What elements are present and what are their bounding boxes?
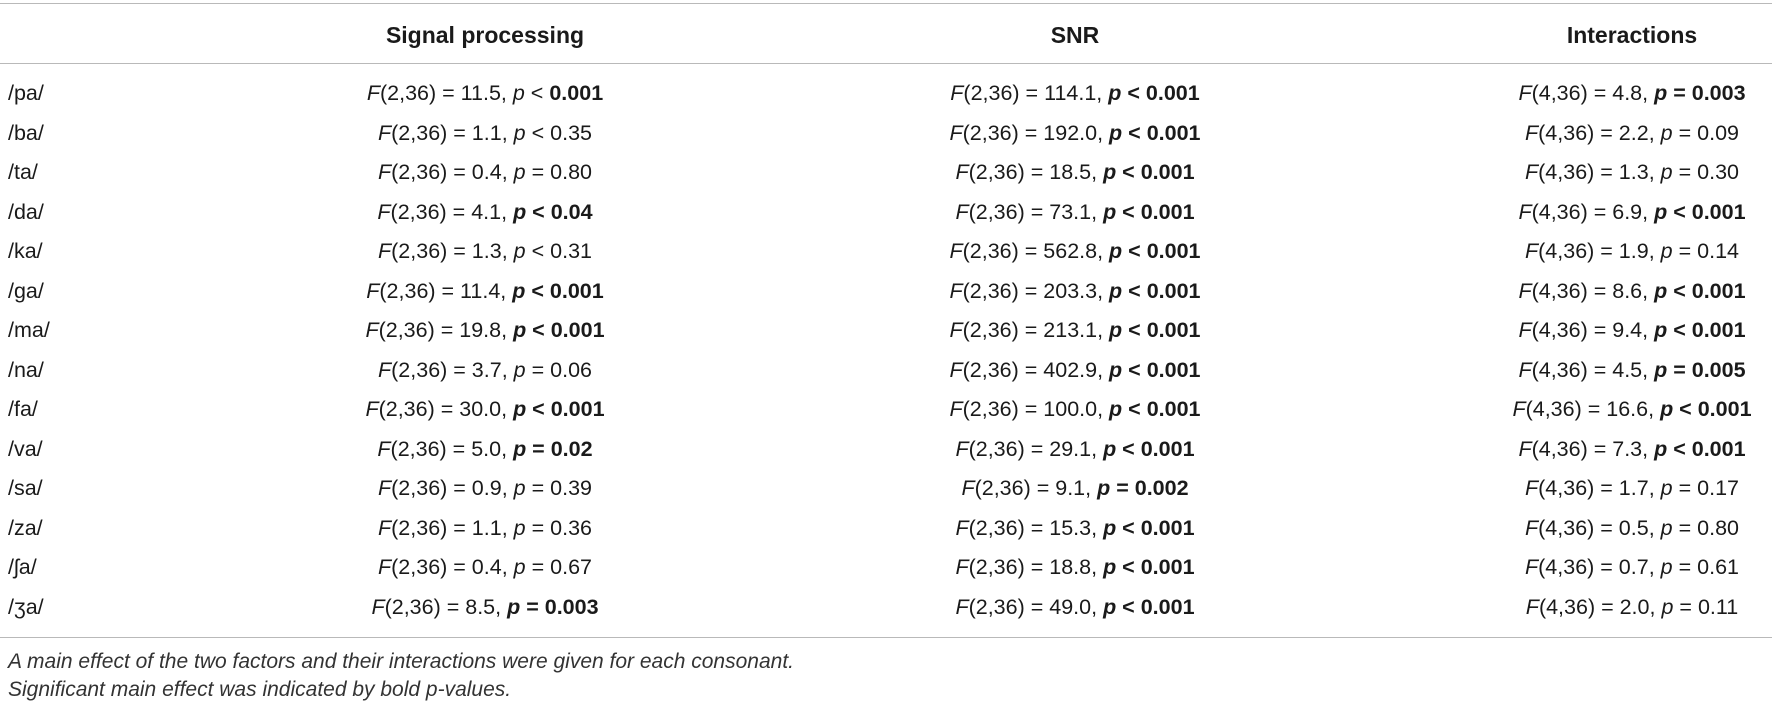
p-value: 0.14 xyxy=(1697,239,1739,263)
cell-snr xyxy=(875,509,1275,549)
p-value: 0.02 xyxy=(550,436,593,461)
p-relation: < xyxy=(525,239,551,263)
f-symbol: F xyxy=(1518,278,1532,303)
p-relation: < xyxy=(526,199,551,224)
f-symbol: F xyxy=(1518,199,1532,224)
cell-snr xyxy=(875,469,1275,509)
cell-signal-processing xyxy=(285,469,685,509)
f-symbol: F xyxy=(949,318,963,342)
f-statistic: (2,36) = 0.4, xyxy=(391,160,514,184)
p-relation: = xyxy=(1672,160,1698,184)
table-row xyxy=(0,311,1772,351)
p-symbol: p xyxy=(1660,120,1673,145)
f-statistic: (2,36) = 192.0, xyxy=(962,120,1110,145)
cell-interactions xyxy=(1432,548,1772,588)
consonant-label: /ga/ xyxy=(8,278,44,303)
cell-snr xyxy=(875,351,1275,391)
p-relation: = xyxy=(1672,476,1698,500)
f-statistic: (2,36) = 402.9, xyxy=(962,357,1110,382)
f-statistic: (2,36) = 1.3, xyxy=(391,239,514,263)
f-statistic: (4,36) = 6.9, xyxy=(1531,199,1655,224)
f-symbol: F xyxy=(1525,160,1539,184)
p-value: 0.001 xyxy=(1146,120,1201,145)
table-row xyxy=(0,74,1772,114)
p-value: 0.001 xyxy=(550,397,605,421)
p-symbol: p xyxy=(1103,555,1117,579)
p-symbol: p xyxy=(1654,357,1668,382)
p-symbol: p xyxy=(1109,278,1123,303)
consonant-label: /na/ xyxy=(8,357,44,382)
p-value: 0.67 xyxy=(550,555,592,579)
p-symbol: p xyxy=(1103,594,1117,619)
p-value: 0.005 xyxy=(1691,357,1746,382)
p-relation: < xyxy=(1116,160,1141,184)
p-value: 0.001 xyxy=(1146,278,1201,303)
p-symbol: p xyxy=(513,357,526,382)
p-symbol: p xyxy=(513,515,526,540)
p-value: 0.11 xyxy=(1697,594,1739,619)
p-relation: < xyxy=(1122,397,1147,421)
p-symbol: p xyxy=(513,555,526,579)
cell-interactions xyxy=(1432,272,1772,312)
p-relation: = xyxy=(1667,357,1692,382)
cell-snr xyxy=(875,193,1275,233)
p-relation: < xyxy=(1122,120,1147,145)
p-value: 0.61 xyxy=(1697,555,1739,579)
p-relation: < xyxy=(524,81,550,105)
p-value: 0.003 xyxy=(544,594,599,619)
p-relation: < xyxy=(1116,555,1141,579)
p-relation: < xyxy=(1667,199,1692,224)
p-relation: < xyxy=(526,397,551,421)
p-relation: < xyxy=(1122,239,1147,263)
p-value: 0.002 xyxy=(1134,476,1189,500)
f-statistic: (2,36) = 19.8, xyxy=(378,318,514,342)
f-statistic: (2,36) = 9.1, xyxy=(974,476,1098,500)
f-symbol: F xyxy=(1525,594,1539,619)
p-relation: = xyxy=(1673,594,1698,619)
f-symbol: F xyxy=(1525,515,1539,540)
p-symbol: p xyxy=(513,239,526,263)
table-row xyxy=(0,509,1772,549)
f-statistic: (4,36) = 1.9, xyxy=(1538,239,1661,263)
p-value: 0.001 xyxy=(549,278,604,303)
p-relation: < xyxy=(1121,81,1146,105)
p-relation: < xyxy=(1673,397,1698,421)
f-symbol: F xyxy=(955,594,969,619)
cell-interactions xyxy=(1432,153,1772,193)
f-symbol: F xyxy=(949,278,963,303)
p-symbol: p xyxy=(1109,397,1123,421)
table-row xyxy=(0,469,1772,509)
p-value: 0.09 xyxy=(1697,120,1739,145)
p-relation: < xyxy=(1122,357,1147,382)
p-relation: = xyxy=(1667,81,1692,105)
p-relation: = xyxy=(1672,120,1698,145)
header-rule xyxy=(0,63,1772,64)
p-symbol: p xyxy=(1103,199,1117,224)
f-symbol: F xyxy=(1518,318,1532,342)
p-value: 0.001 xyxy=(1697,397,1752,421)
p-value: 0.30 xyxy=(1697,160,1739,184)
consonant-label: /ma/ xyxy=(8,318,50,342)
p-value: 0.001 xyxy=(1140,160,1195,184)
cell-snr xyxy=(875,272,1275,312)
cell-signal-processing xyxy=(285,548,685,588)
f-symbol: F xyxy=(1525,239,1539,263)
f-symbol: F xyxy=(1525,555,1539,579)
p-symbol: p xyxy=(1660,160,1673,184)
p-value: 0.001 xyxy=(1146,318,1201,342)
f-symbol: F xyxy=(365,318,379,342)
cell-interactions xyxy=(1432,430,1772,470)
f-statistic: (2,36) = 11.4, xyxy=(379,278,513,303)
p-value: 0.001 xyxy=(1145,81,1200,105)
f-statistic: (2,36) = 18.5, xyxy=(968,160,1104,184)
cell-signal-processing xyxy=(285,114,685,154)
p-value: 0.06 xyxy=(550,357,592,382)
f-statistic: (2,36) = 73.1, xyxy=(968,199,1104,224)
consonant-label: /ta/ xyxy=(8,160,38,184)
f-symbol: F xyxy=(377,199,391,224)
f-symbol: F xyxy=(378,120,392,145)
p-value: 0.80 xyxy=(550,160,592,184)
footnote-bold-significance: Significant main effect was indicated by bold p-values. xyxy=(8,678,512,701)
cell-signal-processing xyxy=(285,193,685,233)
p-symbol: p xyxy=(1654,436,1668,461)
p-value: 0.39 xyxy=(550,476,592,500)
f-symbol: F xyxy=(1518,436,1532,461)
f-symbol: F xyxy=(949,239,963,263)
f-statistic: (4,36) = 1.7, xyxy=(1538,476,1661,500)
f-statistic: (2,36) = 562.8, xyxy=(962,239,1110,263)
p-value: 0.001 xyxy=(1140,515,1195,540)
consonant-label: /ʃa/ xyxy=(8,555,37,579)
p-symbol: p xyxy=(1660,239,1673,263)
f-symbol: F xyxy=(1525,120,1539,145)
f-statistic: (2,36) = 0.9, xyxy=(391,476,514,500)
footnote-main-effect: A main effect of the two factors and their interactions were given for each consonant. xyxy=(8,650,794,673)
f-symbol: F xyxy=(1518,357,1532,382)
p-symbol: p xyxy=(512,278,526,303)
p-relation: = xyxy=(526,436,551,461)
table-row xyxy=(0,232,1772,272)
p-relation: < xyxy=(1116,436,1141,461)
p-value: 0.80 xyxy=(1697,515,1739,540)
p-relation: = xyxy=(525,357,551,382)
p-relation: = xyxy=(525,160,551,184)
p-value: 0.001 xyxy=(550,318,605,342)
f-symbol: F xyxy=(1525,476,1539,500)
table-row xyxy=(0,351,1772,391)
f-symbol: F xyxy=(955,199,969,224)
f-statistic: (4,36) = 4.5, xyxy=(1531,357,1655,382)
p-value: 0.001 xyxy=(1691,199,1746,224)
cell-snr xyxy=(875,74,1275,114)
f-symbol: F xyxy=(950,81,964,105)
p-symbol: p xyxy=(513,160,526,184)
cell-interactions xyxy=(1432,311,1772,351)
f-statistic: (2,36) = 4.1, xyxy=(390,199,514,224)
f-symbol: F xyxy=(378,160,392,184)
f-symbol: F xyxy=(378,357,392,382)
p-symbol: p xyxy=(1109,318,1123,342)
table-row xyxy=(0,390,1772,430)
cell-snr xyxy=(875,114,1275,154)
cell-snr xyxy=(875,390,1275,430)
p-value: 0.001 xyxy=(1691,318,1746,342)
cell-snr xyxy=(875,588,1275,628)
cell-signal-processing xyxy=(285,311,685,351)
p-relation: < xyxy=(1122,318,1147,342)
p-symbol: p xyxy=(513,120,526,145)
p-value: 0.17 xyxy=(1697,476,1739,500)
p-value: 0.04 xyxy=(550,199,593,224)
cell-signal-processing xyxy=(285,351,685,391)
f-symbol: F xyxy=(955,555,969,579)
f-statistic: (4,36) = 4.8, xyxy=(1531,81,1655,105)
cell-interactions xyxy=(1432,351,1772,391)
p-value: 0.001 xyxy=(1140,555,1195,579)
p-relation: = xyxy=(525,555,551,579)
f-symbol: F xyxy=(371,594,385,619)
f-symbol: F xyxy=(378,239,392,263)
cell-interactions xyxy=(1432,588,1772,628)
p-symbol: p xyxy=(1103,160,1117,184)
f-statistic: (4,36) = 0.7, xyxy=(1538,555,1661,579)
p-symbol: p xyxy=(1661,594,1674,619)
p-symbol: p xyxy=(513,397,527,421)
cell-signal-processing xyxy=(285,509,685,549)
p-symbol: p xyxy=(1660,397,1674,421)
f-statistic: (2,36) = 30.0, xyxy=(378,397,514,421)
cell-signal-processing xyxy=(285,272,685,312)
p-relation: = xyxy=(1672,515,1698,540)
consonant-label: /sa/ xyxy=(8,476,43,500)
p-value: 0.001 xyxy=(1140,199,1195,224)
p-symbol: p xyxy=(507,594,521,619)
f-statistic: (2,36) = 11.5, xyxy=(379,81,513,105)
f-statistic: (4,36) = 0.5, xyxy=(1538,515,1661,540)
f-statistic: (4,36) = 2.0, xyxy=(1538,594,1662,619)
header-signal-processing: Signal processing xyxy=(385,22,585,48)
f-symbol: F xyxy=(955,515,969,540)
cell-interactions xyxy=(1432,232,1772,272)
p-symbol: p xyxy=(513,436,527,461)
table-row xyxy=(0,430,1772,470)
f-symbol: F xyxy=(949,120,963,145)
p-symbol: p xyxy=(1097,476,1111,500)
p-value: 0.35 xyxy=(550,120,592,145)
cell-snr xyxy=(875,430,1275,470)
p-value: 0.31 xyxy=(550,239,592,263)
p-value: 0.001 xyxy=(1146,357,1201,382)
cell-snr xyxy=(875,548,1275,588)
f-statistic: (2,36) = 29.1, xyxy=(968,436,1104,461)
f-statistic: (2,36) = 49.0, xyxy=(968,594,1104,619)
f-statistic: (2,36) = 213.1, xyxy=(962,318,1110,342)
table-top-rule xyxy=(0,3,1772,4)
f-statistic: (2,36) = 15.3, xyxy=(968,515,1104,540)
p-relation: = xyxy=(525,515,551,540)
p-relation: < xyxy=(525,120,551,145)
consonant-label: /za/ xyxy=(8,515,43,540)
p-relation: = xyxy=(1672,239,1698,263)
cell-interactions xyxy=(1432,469,1772,509)
p-symbol: p xyxy=(1108,81,1122,105)
f-symbol: F xyxy=(949,357,963,382)
consonant-label: /fa/ xyxy=(8,397,38,421)
p-symbol: p xyxy=(1103,436,1117,461)
p-symbol: p xyxy=(1654,199,1668,224)
table-bottom-rule xyxy=(0,637,1772,638)
p-value: 0.36 xyxy=(550,515,592,540)
f-statistic: (2,36) = 1.1, xyxy=(391,515,514,540)
cell-interactions xyxy=(1432,114,1772,154)
p-relation: < xyxy=(1667,436,1692,461)
p-value: 0.001 xyxy=(549,81,604,105)
header-interactions: Interactions xyxy=(1566,22,1698,48)
p-relation: < xyxy=(1667,318,1692,342)
f-statistic: (2,36) = 1.1, xyxy=(391,120,514,145)
consonant-label: /ba/ xyxy=(8,120,44,145)
f-symbol: F xyxy=(961,476,975,500)
p-symbol: p xyxy=(1109,357,1123,382)
p-relation: < xyxy=(526,318,551,342)
p-relation: < xyxy=(1116,199,1141,224)
f-symbol: F xyxy=(365,397,379,421)
p-relation: < xyxy=(1667,278,1692,303)
p-relation: = xyxy=(1110,476,1135,500)
p-relation: = xyxy=(525,476,551,500)
f-statistic: (2,36) = 8.5, xyxy=(384,594,508,619)
f-symbol: F xyxy=(377,436,391,461)
consonant-label: /va/ xyxy=(8,436,43,461)
f-statistic: (2,36) = 114.1, xyxy=(963,81,1109,105)
p-value: 0.003 xyxy=(1691,81,1746,105)
p-symbol: p xyxy=(512,81,525,105)
p-value: 0.001 xyxy=(1146,239,1201,263)
table-row xyxy=(0,153,1772,193)
p-symbol: p xyxy=(1654,81,1668,105)
p-relation: = xyxy=(1672,555,1698,579)
table-row xyxy=(0,588,1772,628)
f-symbol: F xyxy=(366,81,380,105)
consonant-label: /da/ xyxy=(8,199,44,224)
cell-signal-processing xyxy=(285,153,685,193)
p-symbol: p xyxy=(513,318,527,342)
p-value: 0.001 xyxy=(1146,397,1201,421)
cell-snr xyxy=(875,153,1275,193)
consonant-label: /ʒa/ xyxy=(8,594,44,619)
p-symbol: p xyxy=(1654,318,1668,342)
p-symbol: p xyxy=(1654,278,1668,303)
p-value: 0.001 xyxy=(1140,436,1195,461)
header-snr: SNR xyxy=(1050,22,1100,48)
cell-interactions xyxy=(1432,193,1772,233)
f-statistic: (4,36) = 9.4, xyxy=(1531,318,1655,342)
p-value: 0.001 xyxy=(1691,278,1746,303)
f-statistic: (2,36) = 100.0, xyxy=(962,397,1110,421)
p-symbol: p xyxy=(1109,239,1123,263)
f-symbol: F xyxy=(955,436,969,461)
f-statistic: (2,36) = 203.3, xyxy=(962,278,1110,303)
cell-signal-processing xyxy=(285,588,685,628)
cell-interactions xyxy=(1432,509,1772,549)
table-body xyxy=(0,74,1772,627)
f-statistic: (4,36) = 8.6, xyxy=(1531,278,1655,303)
p-relation: < xyxy=(1116,515,1141,540)
p-symbol: p xyxy=(513,199,527,224)
p-relation: < xyxy=(1116,594,1141,619)
table-row xyxy=(0,193,1772,233)
cell-snr xyxy=(875,311,1275,351)
cell-signal-processing xyxy=(285,74,685,114)
p-symbol: p xyxy=(1109,120,1123,145)
f-statistic: (4,36) = 7.3, xyxy=(1531,436,1655,461)
f-statistic: (4,36) = 16.6, xyxy=(1525,397,1661,421)
p-relation: = xyxy=(520,594,545,619)
p-symbol: p xyxy=(1660,515,1673,540)
cell-signal-processing xyxy=(285,430,685,470)
consonant-label: /ka/ xyxy=(8,239,43,263)
f-symbol: F xyxy=(378,515,392,540)
f-symbol: F xyxy=(366,278,380,303)
f-symbol: F xyxy=(1512,397,1526,421)
cell-interactions xyxy=(1432,390,1772,430)
table-row xyxy=(0,548,1772,588)
p-symbol: p xyxy=(1103,515,1117,540)
cell-signal-processing xyxy=(285,232,685,272)
cell-snr xyxy=(875,232,1275,272)
f-statistic: (2,36) = 18.8, xyxy=(968,555,1104,579)
f-statistic: (4,36) = 1.3, xyxy=(1538,160,1661,184)
p-relation: < xyxy=(525,278,550,303)
table-row xyxy=(0,114,1772,154)
f-symbol: F xyxy=(955,160,969,184)
cell-interactions xyxy=(1432,74,1772,114)
f-symbol: F xyxy=(378,555,392,579)
f-symbol: F xyxy=(1518,81,1532,105)
table-row xyxy=(0,272,1772,312)
cell-signal-processing xyxy=(285,390,685,430)
p-symbol: p xyxy=(1660,476,1673,500)
p-value: 0.001 xyxy=(1691,436,1746,461)
f-statistic: (4,36) = 2.2, xyxy=(1538,120,1661,145)
p-value: 0.001 xyxy=(1140,594,1195,619)
f-symbol: F xyxy=(378,476,392,500)
p-symbol: p xyxy=(1660,555,1673,579)
p-relation: < xyxy=(1122,278,1147,303)
f-symbol: F xyxy=(949,397,963,421)
consonant-label: /pa/ xyxy=(8,81,44,105)
f-statistic: (2,36) = 0.4, xyxy=(391,555,514,579)
f-statistic: (2,36) = 5.0, xyxy=(390,436,514,461)
f-statistic: (2,36) = 3.7, xyxy=(391,357,514,382)
p-symbol: p xyxy=(513,476,526,500)
